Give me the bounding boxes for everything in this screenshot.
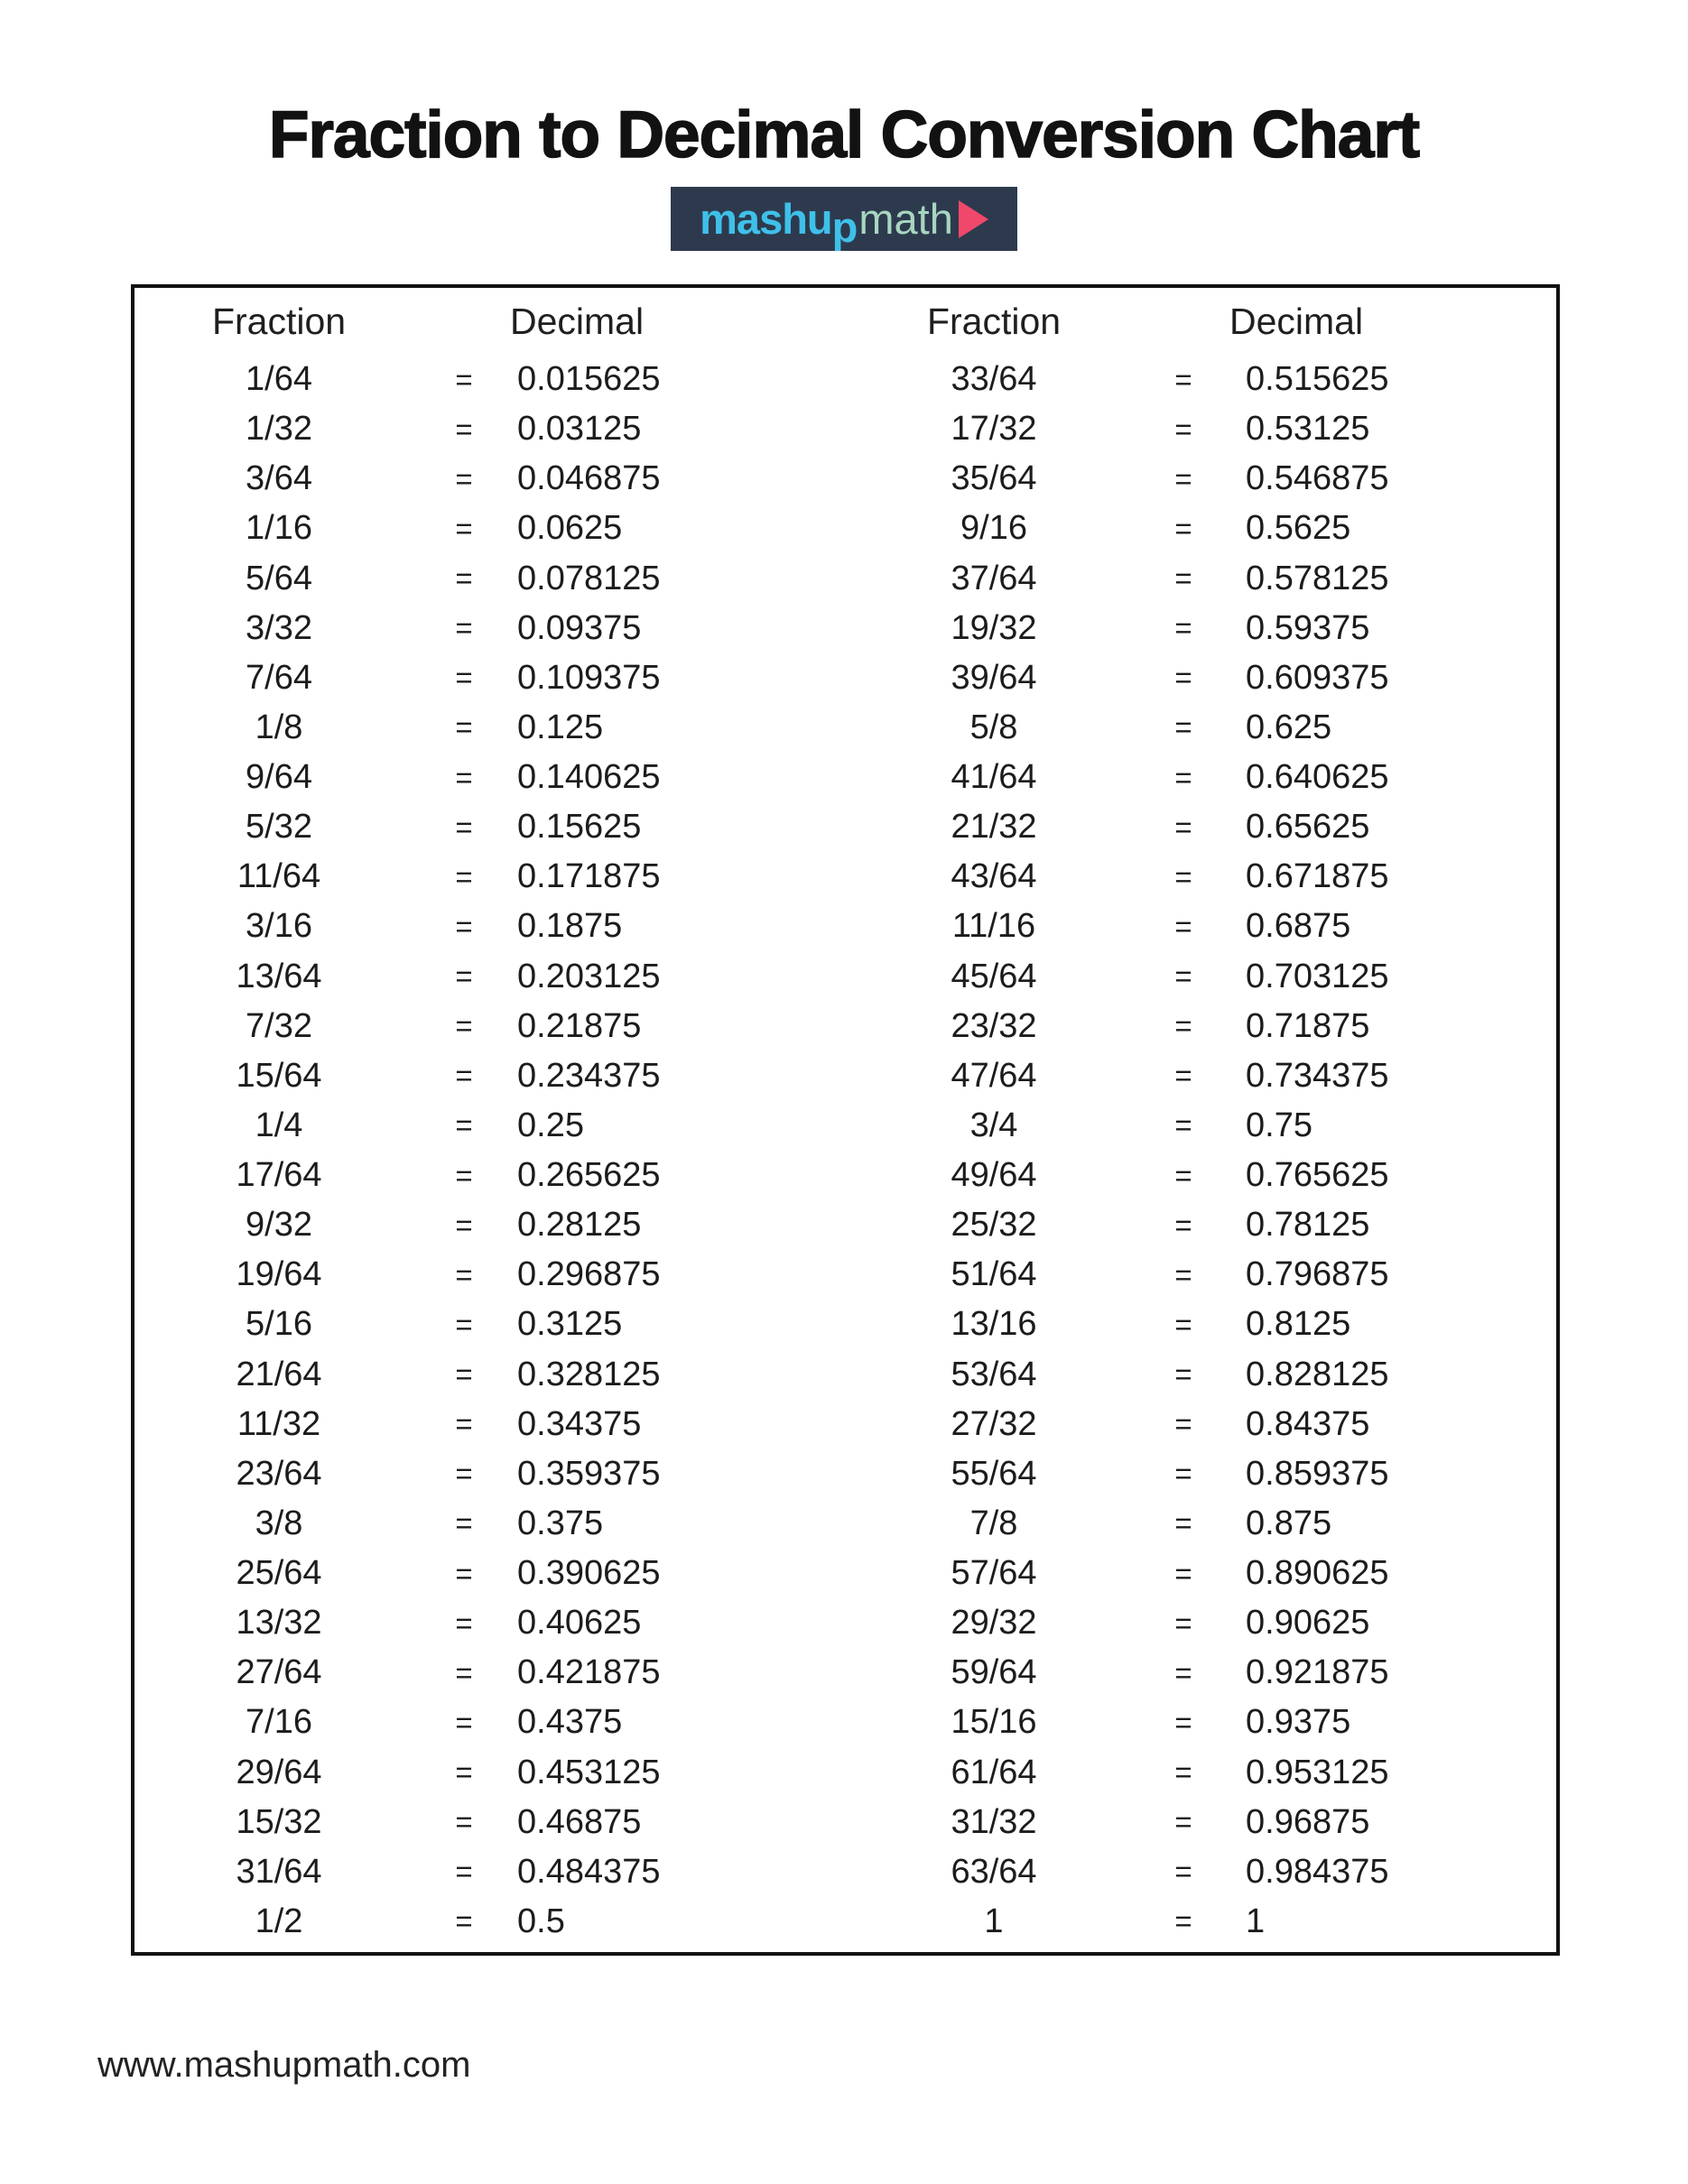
fraction-cell-right: 37/64: [951, 559, 1037, 597]
column-header-fraction-left: Fraction: [211, 300, 347, 342]
equals-sign-right: =: [1174, 1158, 1192, 1192]
fraction-cell-right: 21/32: [951, 808, 1037, 847]
equals-sign-left: =: [455, 1457, 473, 1491]
decimal-cell-left: 0.265625: [517, 1156, 661, 1195]
equals-sign-left: =: [455, 561, 473, 596]
fraction-cell-right: 59/64: [951, 1653, 1037, 1692]
equals-sign-left: =: [455, 511, 473, 545]
decimal-cell-right: 0.5625: [1246, 509, 1351, 548]
equals-sign-left: =: [455, 810, 473, 844]
decimal-cell-right: 0.703125: [1246, 957, 1389, 995]
fraction-cell-right: 27/32: [951, 1404, 1037, 1443]
fraction-cell-left: 27/64: [236, 1653, 322, 1692]
equals-sign-right: =: [1174, 710, 1192, 745]
equals-sign-right: =: [1174, 1307, 1192, 1341]
fraction-cell-right: 17/32: [951, 410, 1037, 449]
fraction-cell-right: 33/64: [951, 360, 1037, 399]
equals-sign-left: =: [455, 1059, 473, 1093]
fraction-cell-left: 9/32: [246, 1206, 312, 1245]
decimal-cell-right: 0.8125: [1246, 1305, 1351, 1344]
equals-sign-right: =: [1174, 1457, 1192, 1491]
equals-sign-right: =: [1174, 859, 1192, 893]
fraction-cell-left: 1/8: [255, 708, 303, 746]
equals-sign-right: =: [1174, 1506, 1192, 1541]
fraction-cell-right: 35/64: [951, 459, 1037, 498]
fraction-cell-left: 29/64: [236, 1753, 322, 1791]
decimal-cell-right: 0.921875: [1246, 1653, 1389, 1692]
fraction-cell-left: 1/4: [255, 1106, 303, 1144]
fraction-cell-right: 55/64: [951, 1454, 1037, 1493]
equals-sign-right: =: [1174, 1705, 1192, 1739]
decimal-cell-left: 0.484375: [517, 1852, 661, 1891]
decimal-cell-left: 0.0625: [517, 509, 623, 548]
decimal-cell-left: 0.046875: [517, 459, 661, 498]
fraction-cell-left: 31/64: [236, 1852, 322, 1891]
fraction-cell-right: 61/64: [951, 1753, 1037, 1791]
decimal-cell-left: 0.109375: [517, 658, 661, 697]
fraction-cell-left: 11/64: [237, 857, 321, 896]
fraction-cell-right: 23/32: [951, 1006, 1037, 1045]
equals-sign-right: =: [1174, 959, 1192, 994]
decimal-cell-left: 0.5: [517, 1902, 565, 1940]
decimal-cell-left: 0.453125: [517, 1753, 661, 1791]
decimal-cell-left: 0.28125: [517, 1206, 642, 1245]
equals-sign-left: =: [455, 1655, 473, 1689]
decimal-cell-right: 0.734375: [1246, 1056, 1389, 1095]
equals-sign-right: =: [1174, 1556, 1192, 1590]
fraction-cell-right: 7/8: [969, 1504, 1018, 1542]
fraction-cell-right: 11/16: [951, 907, 1036, 946]
fraction-cell-right: 9/16: [960, 509, 1027, 548]
fraction-cell-left: 15/64: [236, 1056, 322, 1095]
equals-sign-right: =: [1174, 810, 1192, 844]
fraction-cell-right: 57/64: [951, 1554, 1037, 1593]
logo-text-math: math: [858, 195, 953, 243]
equals-sign-left: =: [455, 760, 473, 794]
decimal-cell-right: 0.859375: [1246, 1454, 1389, 1493]
decimal-cell-left: 0.1875: [517, 907, 623, 946]
equals-sign-left: =: [455, 611, 473, 645]
fraction-cell-left: 19/64: [236, 1255, 322, 1294]
equals-sign-right: =: [1174, 760, 1192, 794]
equals-sign-left: =: [455, 959, 473, 994]
decimal-cell-left: 0.171875: [517, 857, 661, 896]
fraction-cell-left: 5/16: [246, 1305, 312, 1344]
decimal-cell-right: 0.796875: [1246, 1255, 1389, 1294]
decimal-cell-left: 0.375: [517, 1504, 604, 1542]
decimal-cell-left: 0.421875: [517, 1653, 661, 1692]
equals-sign-left: =: [455, 1357, 473, 1392]
fraction-cell-left: 15/32: [236, 1802, 322, 1841]
decimal-cell-right: 1: [1246, 1902, 1266, 1940]
equals-sign-left: =: [455, 1904, 473, 1939]
decimal-cell-left: 0.46875: [517, 1802, 642, 1841]
equals-sign-right: =: [1174, 362, 1192, 396]
equals-sign-left: =: [455, 1257, 473, 1291]
decimal-cell-left: 0.015625: [517, 360, 661, 399]
equals-sign-left: =: [455, 1805, 473, 1839]
decimal-cell-left: 0.40625: [517, 1604, 642, 1643]
fraction-cell-right: 15/16: [951, 1703, 1037, 1742]
equals-sign-left: =: [455, 1108, 473, 1143]
equals-sign-left: =: [455, 1506, 473, 1541]
decimal-cell-left: 0.328125: [517, 1355, 661, 1393]
equals-sign-right: =: [1174, 1755, 1192, 1790]
decimal-cell-right: 0.65625: [1246, 808, 1370, 847]
fraction-cell-left: 3/32: [246, 608, 312, 647]
logo-letter-p: p: [831, 203, 858, 251]
equals-sign-right: =: [1174, 1257, 1192, 1291]
equals-sign-right: =: [1174, 412, 1192, 446]
decimal-cell-right: 0.84375: [1246, 1404, 1370, 1443]
equals-sign-left: =: [455, 1009, 473, 1043]
decimal-cell-left: 0.34375: [517, 1404, 642, 1443]
decimal-cell-left: 0.4375: [517, 1703, 623, 1742]
mashupmath-logo: [671, 187, 1017, 251]
column-header-decimal-left: Decimal: [510, 300, 645, 342]
fraction-cell-left: 1/32: [246, 410, 312, 449]
decimal-cell-right: 0.53125: [1246, 410, 1370, 449]
decimal-cell-right: 0.671875: [1246, 857, 1389, 896]
decimal-cell-right: 0.59375: [1246, 608, 1370, 647]
equals-sign-right: =: [1174, 1855, 1192, 1889]
decimal-cell-left: 0.125: [517, 708, 604, 746]
fraction-cell-left: 11/32: [237, 1404, 321, 1443]
decimal-cell-right: 0.765625: [1246, 1156, 1389, 1195]
decimal-cell-left: 0.03125: [517, 410, 642, 449]
page-title: Fraction to Decimal Conversion Chart: [268, 98, 1420, 171]
decimal-cell-right: 0.640625: [1246, 758, 1389, 797]
fraction-cell-left: 13/64: [236, 957, 322, 995]
fraction-cell-left: 7/64: [246, 658, 312, 697]
decimal-cell-left: 0.21875: [517, 1006, 642, 1045]
equals-sign-right: =: [1174, 1655, 1192, 1689]
decimal-cell-right: 0.984375: [1246, 1852, 1389, 1891]
equals-sign-right: =: [1174, 1357, 1192, 1392]
equals-sign-right: =: [1174, 511, 1192, 545]
decimal-cell-right: 0.6875: [1246, 907, 1351, 946]
fraction-cell-left: 17/64: [236, 1156, 322, 1195]
fraction-cell-left: 1/64: [246, 360, 312, 399]
equals-sign-left: =: [455, 1158, 473, 1192]
fraction-cell-left: 5/32: [246, 808, 312, 847]
fraction-cell-right: 19/32: [951, 608, 1037, 647]
fraction-cell-left: 1/2: [255, 1902, 303, 1940]
equals-sign-right: =: [1174, 461, 1192, 495]
fraction-cell-left: 3/8: [255, 1504, 303, 1542]
equals-sign-left: =: [455, 1307, 473, 1341]
fraction-cell-left: 7/16: [246, 1703, 312, 1742]
equals-sign-left: =: [455, 710, 473, 745]
equals-sign-right: =: [1174, 561, 1192, 596]
equals-sign-right: =: [1174, 1009, 1192, 1043]
column-header-decimal-right: Decimal: [1229, 300, 1364, 342]
equals-sign-right: =: [1174, 1606, 1192, 1640]
fraction-cell-left: 21/64: [236, 1355, 322, 1393]
decimal-cell-right: 0.515625: [1246, 360, 1389, 399]
decimal-cell-right: 0.875: [1246, 1504, 1332, 1542]
decimal-cell-left: 0.3125: [517, 1305, 623, 1344]
fraction-cell-right: 25/32: [951, 1206, 1037, 1245]
decimal-cell-right: 0.75: [1246, 1106, 1312, 1144]
equals-sign-left: =: [455, 1556, 473, 1590]
conversion-table: [131, 284, 1560, 1956]
fraction-cell-left: 3/64: [246, 459, 312, 498]
decimal-cell-right: 0.71875: [1246, 1006, 1370, 1045]
equals-sign-left: =: [455, 1755, 473, 1790]
decimal-cell-right: 0.609375: [1246, 658, 1389, 697]
decimal-cell-right: 0.546875: [1246, 459, 1389, 498]
decimal-cell-left: 0.09375: [517, 608, 642, 647]
decimal-cell-right: 0.625: [1246, 708, 1332, 746]
fraction-cell-right: 49/64: [951, 1156, 1037, 1195]
fraction-cell-right: 45/64: [951, 957, 1037, 995]
decimal-cell-left: 0.15625: [517, 808, 642, 847]
decimal-cell-left: 0.078125: [517, 559, 661, 597]
equals-sign-left: =: [455, 859, 473, 893]
equals-sign-right: =: [1174, 1904, 1192, 1939]
equals-sign-right: =: [1174, 1407, 1192, 1441]
equals-sign-right: =: [1174, 1059, 1192, 1093]
equals-sign-right: =: [1174, 1805, 1192, 1839]
fraction-cell-left: 13/32: [236, 1604, 322, 1643]
fraction-cell-right: 43/64: [951, 857, 1037, 896]
fraction-cell-left: 7/32: [246, 1006, 312, 1045]
equals-sign-left: =: [455, 412, 473, 446]
decimal-cell-left: 0.359375: [517, 1454, 661, 1493]
equals-sign-left: =: [455, 661, 473, 695]
fraction-cell-right: 39/64: [951, 658, 1037, 697]
decimal-cell-left: 0.203125: [517, 957, 661, 995]
fraction-cell-right: 51/64: [951, 1255, 1037, 1294]
fraction-cell-left: 5/64: [246, 559, 312, 597]
fraction-cell-right: 13/16: [951, 1305, 1037, 1344]
fraction-cell-right: 5/8: [969, 708, 1018, 746]
decimal-cell-right: 0.890625: [1246, 1554, 1389, 1593]
fraction-cell-left: 25/64: [236, 1554, 322, 1593]
column-header-fraction-right: Fraction: [926, 300, 1062, 342]
equals-sign-left: =: [455, 1407, 473, 1441]
fraction-cell-right: 63/64: [951, 1852, 1037, 1891]
fraction-cell-right: 3/4: [969, 1106, 1018, 1144]
fraction-cell-right: 31/32: [951, 1802, 1037, 1841]
decimal-cell-right: 0.578125: [1246, 559, 1389, 597]
decimal-cell-left: 0.296875: [517, 1255, 661, 1294]
fraction-cell-right: 29/32: [951, 1604, 1037, 1643]
fraction-cell-right: 47/64: [951, 1056, 1037, 1095]
fraction-cell-right: 53/64: [951, 1355, 1037, 1393]
equals-sign-left: =: [455, 461, 473, 495]
website-url: www.mashupmath.com: [97, 2045, 471, 2085]
decimal-cell-left: 0.140625: [517, 758, 661, 797]
decimal-cell-right: 0.96875: [1246, 1802, 1370, 1841]
equals-sign-right: =: [1174, 1208, 1192, 1242]
equals-sign-left: =: [455, 909, 473, 943]
equals-sign-left: =: [455, 1208, 473, 1242]
decimal-cell-left: 0.234375: [517, 1056, 661, 1095]
logo-text-mashup: mashup: [700, 195, 858, 251]
play-triangle-icon: [959, 200, 988, 238]
decimal-cell-right: 0.9375: [1246, 1703, 1351, 1742]
equals-sign-right: =: [1174, 661, 1192, 695]
equals-sign-left: =: [455, 1705, 473, 1739]
equals-sign-left: =: [455, 1606, 473, 1640]
fraction-cell-left: 23/64: [236, 1454, 322, 1493]
equals-sign-right: =: [1174, 1108, 1192, 1143]
decimal-cell-right: 0.828125: [1246, 1355, 1389, 1393]
decimal-cell-right: 0.78125: [1246, 1206, 1370, 1245]
decimal-cell-right: 0.90625: [1246, 1604, 1370, 1643]
fraction-cell-right: 1: [984, 1902, 1004, 1940]
fraction-cell-right: 41/64: [951, 758, 1037, 797]
fraction-cell-left: 3/16: [246, 907, 312, 946]
equals-sign-left: =: [455, 1855, 473, 1889]
equals-sign-left: =: [455, 362, 473, 396]
decimal-cell-left: 0.390625: [517, 1554, 661, 1593]
decimal-cell-left: 0.25: [517, 1106, 584, 1144]
fraction-cell-left: 9/64: [246, 758, 312, 797]
equals-sign-right: =: [1174, 909, 1192, 943]
equals-sign-right: =: [1174, 611, 1192, 645]
fraction-cell-left: 1/16: [246, 509, 312, 548]
decimal-cell-right: 0.953125: [1246, 1753, 1389, 1791]
